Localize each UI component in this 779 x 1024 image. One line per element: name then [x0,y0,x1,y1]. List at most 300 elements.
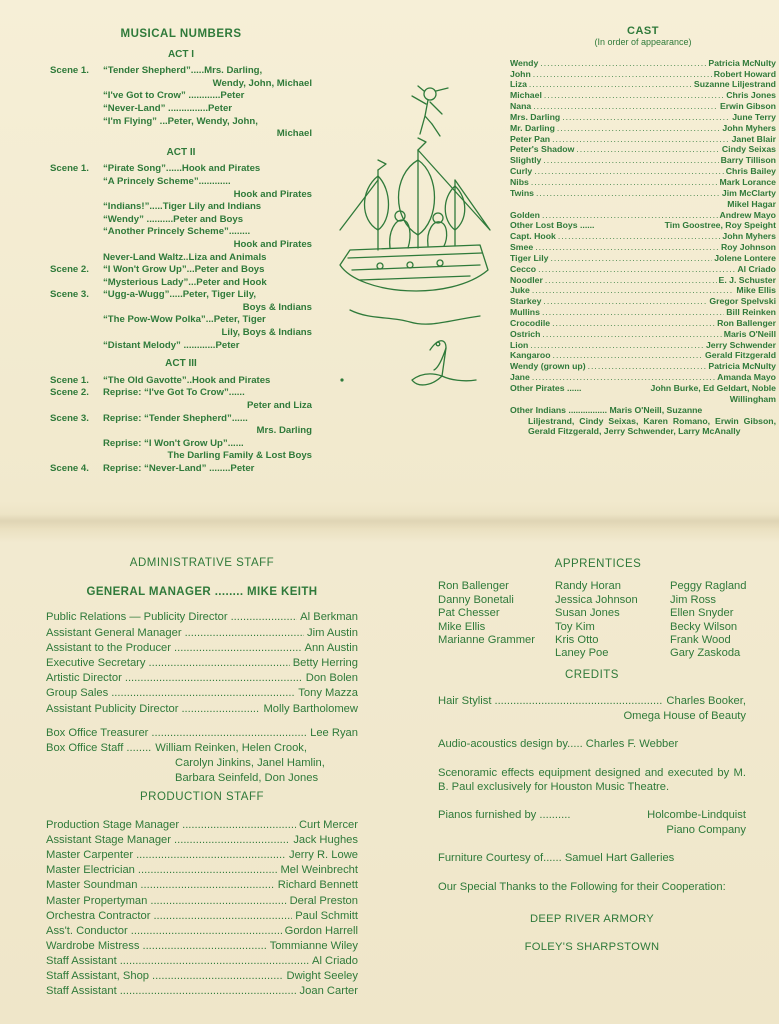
scene-label [50,252,103,265]
song-row [50,463,312,476]
cast-role: Other Pirates ...... [510,383,582,393]
cast-actor: Mikel Hagar [727,198,776,209]
staff-row [46,686,358,701]
cast-role: Lion [510,339,529,350]
staff-row [46,833,358,848]
audio-credit: Audio-acoustics design by..... Charles F. Webber [438,738,679,751]
staff-role: Public Relations — Publicity Director [46,611,228,624]
staff-row [46,726,358,741]
ship-icon [340,138,490,324]
cast-row [510,166,776,177]
cast-actor: Jerry Schwender [705,339,776,350]
cast-actor: Patricia McNulty [708,361,776,372]
cast-actor: Amanda Mayo [717,372,776,383]
cast-role: Peter's Shadow [510,144,575,155]
apprentices-title: APPRENTICES [554,558,642,570]
staff-row [46,656,358,671]
song-line: Peter and Liza [246,400,312,412]
cast-role: Mr. Darling [510,122,555,133]
cast-row [510,177,776,188]
cast-row [510,188,776,199]
song-line: “I Won't Grow Up”...Peter and Boys [103,264,265,276]
staff-role: Staff Assistant, Shop [46,970,150,983]
song-text [103,413,312,438]
song-row [50,163,312,176]
song-line: “The Old Gavotte”..Hook and Pirates [103,374,271,386]
song-line: “I'm Flying” ...Peter, Wendy, John, [103,115,258,127]
apprentice-name: Laney Poe [555,647,609,660]
page-fold [0,514,779,528]
cast-actor: Ron Ballenger [717,317,776,328]
song-line: “Wendy” ..........Peter and Boys [103,213,244,225]
act-heading: ACT I [167,48,195,60]
staff-name: Ann Austin [304,641,358,654]
scene-label: Scene 1. [50,374,89,386]
cast-role: Peter Pan [510,133,551,144]
musical-numbers-title: MUSICAL NUMBERS [120,28,242,40]
song-line: “Indians!”.....Tiger Lily and Indians [103,201,262,213]
song-row [50,90,312,103]
cast-actor: Mike Ellis [736,285,776,296]
cast-role: Juke [510,285,530,296]
staff-row [46,818,358,833]
staff-row [46,671,358,686]
cast-role: Curly [510,166,533,177]
cast-row [510,101,776,112]
crocodile-icon [412,341,476,385]
song-text [103,201,312,214]
staff-role: Group Sales [46,687,109,700]
cast-role: Cecco [510,263,537,274]
song-row [50,264,312,277]
apprentice-name: Frank Wood [670,634,731,647]
song-row [50,277,312,290]
cast-actor: Al Criado [737,263,776,274]
production-list [46,818,358,999]
cast-actor: John Myhers [722,231,776,242]
cast-role: John [510,68,531,79]
staff-row [46,954,358,969]
song-text [103,103,312,116]
staff-row [46,702,358,717]
credit-name: Piano Company [666,823,746,836]
song-line: “Pirate Song”......Hook and Pirates [103,163,261,175]
song-text [103,264,312,277]
apprentice-name: Ron Ballenger [438,580,509,593]
apprentice-name: Ellen Snyder [670,607,734,620]
song-line: Reprise: “I've Got To Crow”...... [103,387,245,399]
cast-row [510,231,776,242]
song-text [103,176,312,201]
administrative-list [46,610,358,716]
song-line: The Darling Family & Lost Boys [167,450,312,462]
cast-row [510,275,776,286]
song-row [50,314,312,339]
cast-list [510,58,776,405]
song-row [50,438,312,463]
cast-role: Mullins [510,307,540,318]
cast-row [510,383,776,394]
apprentice-name: Susan Jones [555,607,620,620]
cast-actor: Erwin Gibson [720,101,776,112]
staff-role: Ass't. Conductor [46,924,128,937]
scene-label [50,314,103,339]
staff-row [46,894,358,909]
song-line: “Ugg-a-Wugg”.....Peter, Tiger Lily, [103,289,256,301]
staff-role: Wardrobe Mistress [46,939,140,952]
cast-section [510,26,776,437]
cast-row [510,350,776,361]
box-office-staff-row [46,741,358,756]
song-line: Hook and Pirates [233,238,312,250]
cast-row [510,318,776,329]
cast-actor: Mark Lorance [719,176,776,187]
staff-row [46,848,358,863]
cast-role: Slightly [510,155,542,166]
staff-row [46,610,358,625]
cast-row [510,79,776,90]
cast-row [510,69,776,80]
apprentice-name: Randy Horan [555,580,621,593]
scene-label: Scene 1. [50,65,89,77]
pirate-ship-illustration [330,80,500,400]
song-line: Never-Land Waltz..Liza and Animals [103,251,267,263]
song-text [103,289,312,314]
staff-name: Al Berkman [300,611,358,624]
furniture-credit: Furniture Courtesy of...... Samuel Hart Galleries [438,852,675,865]
cast-actor: Suzanne Liljestrand [693,79,776,90]
cast-row [510,134,776,145]
credit-label: Hair Stylist [438,695,492,708]
cast-actor: John Burke, Ed Geldart, Noble [650,383,776,393]
cast-row [510,58,776,69]
staff-role: Master Propertyman [46,894,148,907]
apprentice-name: Toy Kim [555,620,595,633]
pianos-credit [438,808,746,837]
staff-name: Betty Herring [292,657,358,670]
cast-subtitle: (In order of appearance) [594,36,692,47]
credit-name: Omega House of Beauty [623,709,746,722]
production-staff-title: PRODUCTION STAFF [139,791,265,803]
box-office-staff-name: Barbara Seinfeld, Don Jones [175,772,319,785]
flying-peter-icon [412,86,448,136]
staff-role: Master Soundman [46,879,138,892]
apprentice-name: Pat Chesser [438,607,500,620]
scene-label: Scene 3. [50,289,89,301]
cast-role: Michael [510,90,542,101]
scenoramic-credit: Scenoramic effects equipment designed and executed by M. B. Paul exclusively for Houston Music Theatre. [438,766,746,794]
staff-role: Executive Secretary [46,657,146,670]
song-text [103,277,312,290]
scene-label [50,438,103,463]
song-line: Reprise: “I Won't Grow Up”...... [103,437,244,449]
apprentice-name: Kris Otto [555,634,599,647]
act-heading: ACT III [165,358,197,370]
cast-row [510,155,776,166]
cast-row [510,112,776,123]
general-manager-line: GENERAL MANAGER ........ MIKE KEITH [86,586,318,599]
scene-label [50,103,103,116]
staff-row [46,984,358,999]
song-line: “Another Princely Scheme”........ [103,226,251,238]
song-row [50,201,312,214]
cast-actor: John Myhers [722,122,776,133]
cast-actor: Gerald Fitzgerald [705,350,776,361]
staff-row [46,641,358,656]
apprentices-section [438,558,758,661]
apprentice-name: Marianne Grammer [438,634,535,647]
song-row [50,214,312,227]
song-text [103,252,312,265]
cast-actor: Cindy Seixas [721,144,776,155]
cast-row [510,144,776,155]
cast-role: Liza [510,79,527,90]
song-line: Lily, Boys & Indians [221,327,312,339]
song-row [50,103,312,116]
song-line: Wendy, John, Michael [212,77,312,89]
staff-name: Deral Preston [289,894,358,907]
song-line: Reprise: “Never-Land” ........Peter [103,463,255,474]
cast-actor: E. J. Schuster [718,274,776,285]
cast-actor: Tim Goostree, Roy Speight [664,220,776,231]
song-line: “Mysterious Lady”...Peter and Hook [103,276,267,288]
song-text [103,438,312,463]
apprentices-column-1 [438,580,555,660]
cast-title: CAST [627,25,659,37]
cast-row [510,361,776,372]
staff-role: Box Office Treasurer [46,726,149,739]
staff-role: Assistant Publicity Director [46,702,179,715]
staff-name: Jerry R. Lowe [288,849,358,862]
cast-role: Noodler [510,274,543,285]
song-row [50,375,312,388]
song-row [50,289,312,314]
staff-name: Jack Hughes [293,834,358,847]
cast-row [510,253,776,264]
act-heading: ACT II [166,146,196,158]
scene-label [50,214,103,227]
cast-role: Crocodile [510,317,551,328]
cast-role: Other Lost Boys ...... [510,220,595,231]
cast-row [510,296,776,307]
staff-name: Dwight Seeley [286,970,358,983]
song-text [103,314,312,339]
staff-name: Jim Austin [307,626,358,639]
cast-actor: Andrew Mayo [719,209,776,220]
musical-numbers-section [50,28,312,476]
staff-role: Master Carpenter [46,849,134,862]
staff-name: Joan Carter [299,985,358,998]
staff-role: Artistic Director [46,672,122,685]
cast-actor: Chris Jones [726,90,776,101]
cast-role: Starkey [510,296,542,307]
staff-name: Tony Mazza [298,687,358,700]
staff-row [46,878,358,893]
apprentice-name: Mike Ellis [438,620,486,633]
staff-row [46,969,358,984]
scene-label [50,226,103,251]
cast-actor: Gregor Spelvski [709,296,776,307]
cast-row [510,220,776,231]
apprentice-name: Gary Zaskoda [670,647,741,660]
staff-name: Molly Bartholomew [263,702,358,715]
cast-role: Smee [510,242,534,253]
cast-role: Kangaroo [510,350,551,361]
staff-name: Al Criado [311,954,358,967]
staff-role: Assistant to the Producer [46,641,171,654]
song-row [50,226,312,251]
cast-row [510,210,776,221]
cast-actor: Willingham [729,393,776,404]
staff-role: Orchestra Contractor [46,909,151,922]
cast-role: Mrs. Darling [510,111,561,122]
scene-label [50,90,103,103]
cast-row [510,307,776,318]
scene-label [50,116,103,141]
song-text [103,226,312,251]
staff-name: Lee Ryan [310,726,358,739]
scene-label [50,201,103,214]
cast-row [510,329,776,340]
song-row [50,176,312,201]
staff-role: Assistant Stage Manager [46,834,171,847]
cast-actor: Maris O'Neill [723,328,776,339]
cast-actor: Jolene Lontere [714,252,776,263]
apprentice-name: Peggy Ragland [670,580,747,593]
song-text [103,375,312,388]
credits-section [438,668,746,955]
song-row [50,65,312,90]
special-thanks: Our Special Thanks to the Following for their Cooperation: [438,880,726,893]
scene-label: Scene 4. [50,463,89,474]
cast-actor: June Terry [732,111,776,122]
apprentices-column-3 [670,580,758,660]
production-staff-section [46,790,358,999]
scene-label: Scene 2. [50,264,89,276]
other-indians-lead: Other Indians ................ Maris O'Neill, Suzanne [510,404,703,415]
sponsor-foleys-sharpstown: FOLEY'S SHARPSTOWN [524,941,660,954]
acts-list [50,49,312,476]
song-text [103,463,312,476]
staff-row [46,924,358,939]
cast-actor: Jim McClarty [721,187,776,198]
scene-label: Scene 1. [50,163,89,175]
cast-role: Nana [510,101,532,112]
cast-role: Ostrich [510,328,541,339]
staff-role: Master Electrician [46,864,135,877]
credit-name: Holcombe-Lindquist [647,809,746,822]
cast-actor: Robert Howard [713,68,776,79]
scene-label: Scene 2. [50,387,89,399]
administrative-staff-title: ADMINISTRATIVE STAFF [129,557,275,569]
cast-role: Tiger Lily [510,252,549,263]
song-line: Michael [276,128,312,140]
song-line: “I've Got to Crow” ............Peter [103,90,245,102]
song-text [103,340,312,353]
sponsor-deep-river-armory: DEEP RIVER ARMORY [529,913,655,926]
hair-stylist-credit [438,694,746,723]
song-row [50,413,312,438]
staff-row [46,863,358,878]
cast-row [510,264,776,275]
song-text [103,214,312,227]
apprentice-name: Jessica Johnson [555,593,638,606]
scene-label [50,277,103,290]
staff-name: Curt Mercer [298,819,358,832]
cast-role: Twins [510,187,534,198]
song-text [103,116,312,141]
apprentice-name: Danny Bonetali [438,593,514,606]
other-indians-names: Liljestrand, Cindy Seixas, Karen Romano, Erwin Gibson, Gerald Fitzgerald, Jerry Schwender, Larry McAnally [528,415,776,437]
song-text [103,65,312,90]
box-office-staff-name: William Reinken, Helen Crook, [155,742,308,755]
cast-row [510,285,776,296]
cast-row [510,242,776,253]
cast-role: Wendy [510,57,539,68]
song-line: Mrs. Darling [256,425,312,437]
song-text [103,387,312,412]
box-office-staff-label: Box Office Staff ........ [46,742,152,755]
cast-actor: Janet Blair [731,133,776,144]
staff-role: Assistant General Manager [46,626,182,639]
cast-role: Golden [510,209,540,220]
apprentices-column-2 [555,580,670,660]
staff-name: Paul Schmitt [295,909,358,922]
staff-role: Staff Assistant [46,954,117,967]
staff-name: Gordon Harrell [284,924,358,937]
staff-name: Tommianne Wiley [269,939,358,952]
song-line: Reprise: “Tender Shepherd”...... [103,412,248,424]
song-line: Hook and Pirates [233,188,312,200]
staff-name: Richard Bennett [277,879,358,892]
staff-row [46,939,358,954]
cast-role: Jane [510,372,530,383]
apprentice-name: Jim Ross [670,593,716,606]
cast-actor: Roy Johnson [720,242,776,253]
cast-row [510,123,776,134]
cast-row [510,340,776,351]
song-row [50,252,312,265]
staff-role: Production Stage Manager [46,819,180,832]
song-line: Boys & Indians [242,301,312,313]
credit-label: Pianos furnished by .......... [438,809,571,822]
cast-row [510,372,776,383]
song-line: “Distant Melody” ............Peter [103,339,240,351]
staff-row [46,909,358,924]
song-row [50,116,312,141]
song-line: “Tender Shepherd”.....Mrs. Darling, [103,65,263,77]
apprentice-name: Becky Wilson [670,620,738,633]
scene-label [50,176,103,201]
cast-role: Capt. Hook [510,231,556,242]
song-row [50,340,312,353]
cast-role: Wendy (grown up) [510,361,586,372]
cast-row [510,90,776,101]
cast-actor: Chris Bailey [725,166,776,177]
cast-actor: Barry Tillison [720,155,776,166]
staff-role: Staff Assistant [46,985,117,998]
song-line: “Never-Land” ...............Peter [103,102,233,114]
staff-name: Don Bolen [305,672,358,685]
song-line: “The Pow-Wow Polka”...Peter, Tiger [103,314,266,326]
administrative-staff-section [46,556,358,787]
cast-actor: Patricia McNulty [708,57,776,68]
scene-label [50,340,103,353]
scene-label: Scene 3. [50,412,89,424]
song-text [103,163,312,176]
song-row [50,387,312,412]
staff-name: Mel Weinbrecht [280,864,358,877]
